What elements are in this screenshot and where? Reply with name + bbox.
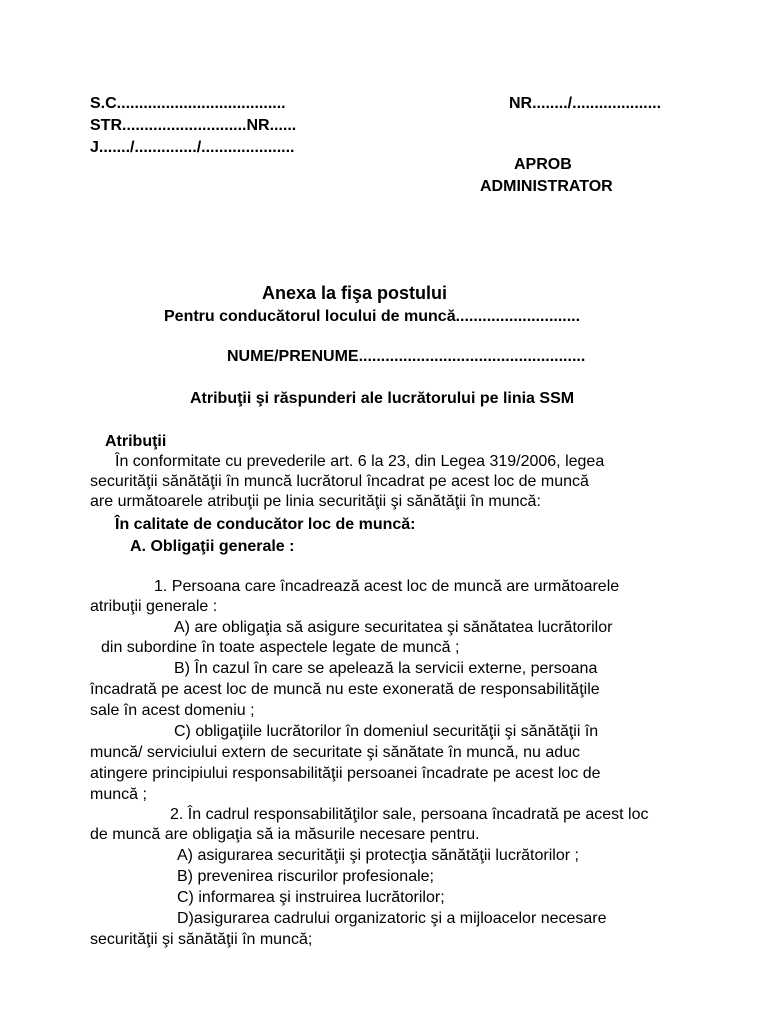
paragraph-line: muncă/ serviciului extern de securitate şi sănătate în muncă, nu aduc (90, 744, 581, 761)
paragraph-line: A) asigurarea securităţii şi protecţia sănătăţii lucrătorilor ; (177, 847, 579, 864)
paragraph-line: de muncă are obligaţia să ia măsurile necesare pentru. (90, 826, 480, 843)
paragraph-line: încadrată pe acest loc de muncă nu este exonerată de responsabilităţile (90, 681, 600, 698)
intro-line: are următoarele atribuţii pe linia securităţii şi sănătăţii în muncă: (90, 493, 541, 510)
document-number-field: NR......../.................... (509, 95, 662, 112)
paragraph-line: B) prevenirea riscurilor profesionale; (177, 868, 434, 885)
page-subtitle: Pentru conducătorul locului de muncă............................ (164, 308, 581, 325)
name-field: NUME/PRENUME................................................... (227, 348, 586, 365)
paragraph-line: C) informarea şi instruirea lucrătorilor; (177, 889, 445, 906)
page-title: Anexa la fişa postului (262, 283, 448, 303)
role-heading: În calitate de conducător loc de muncă: (115, 516, 416, 533)
street-field: STR............................NR...... (90, 117, 297, 134)
paragraph-line: din subordine în toate aspectele legate de muncă ; (101, 639, 460, 656)
paragraph-line: A) are obligaţia să asigure securitatea şi sănătatea lucrătorilor (174, 619, 613, 636)
general-obligations-heading: A. Obligaţii generale : (130, 538, 295, 555)
paragraph-line: 1. Persoana care încadrează acest loc de muncă are următoarele (154, 578, 620, 595)
approval-label: APROB (514, 156, 572, 173)
paragraph-line: securităţii şi sănătăţii în muncă; (90, 931, 313, 948)
paragraph-line: C) obligaţiile lucrătorilor în domeniul securităţii şi sănătăţii în (174, 723, 599, 740)
paragraph-line: sale în acest domeniu ; (90, 702, 255, 719)
section-title: Atribuţii şi răspunderi ale lucrătorului pe linia SSM (190, 390, 575, 407)
paragraph-line: D)asigurarea cadrului organizatoric şi a mijloacelor necesare (177, 910, 607, 927)
paragraph-line: atribuţii generale : (90, 598, 218, 615)
paragraph-line: B) În cazul în care se apelează la servicii externe, persoana (174, 660, 598, 677)
paragraph-line: muncă ; (90, 786, 147, 803)
registry-field: J......./............../..................... (90, 139, 295, 156)
intro-line: În conformitate cu prevederile art. 6 la 23, din Legea 319/2006, legea (115, 453, 605, 470)
company-field: S.C...................................... (90, 95, 286, 112)
administrator-label: ADMINISTRATOR (480, 178, 613, 195)
intro-line: securităţii sănătăţii în muncă lucrătorul încadrat pe acest loc de muncă (90, 473, 589, 490)
paragraph-line: 2. În cadrul responsabilităţilor sale, persoana încadrată pe acest loc (170, 806, 649, 823)
paragraph-line: atingere principiului responsabilităţii persoanei încadrate pe acest loc de (90, 765, 601, 782)
atributii-heading: Atribuţii (105, 433, 167, 450)
